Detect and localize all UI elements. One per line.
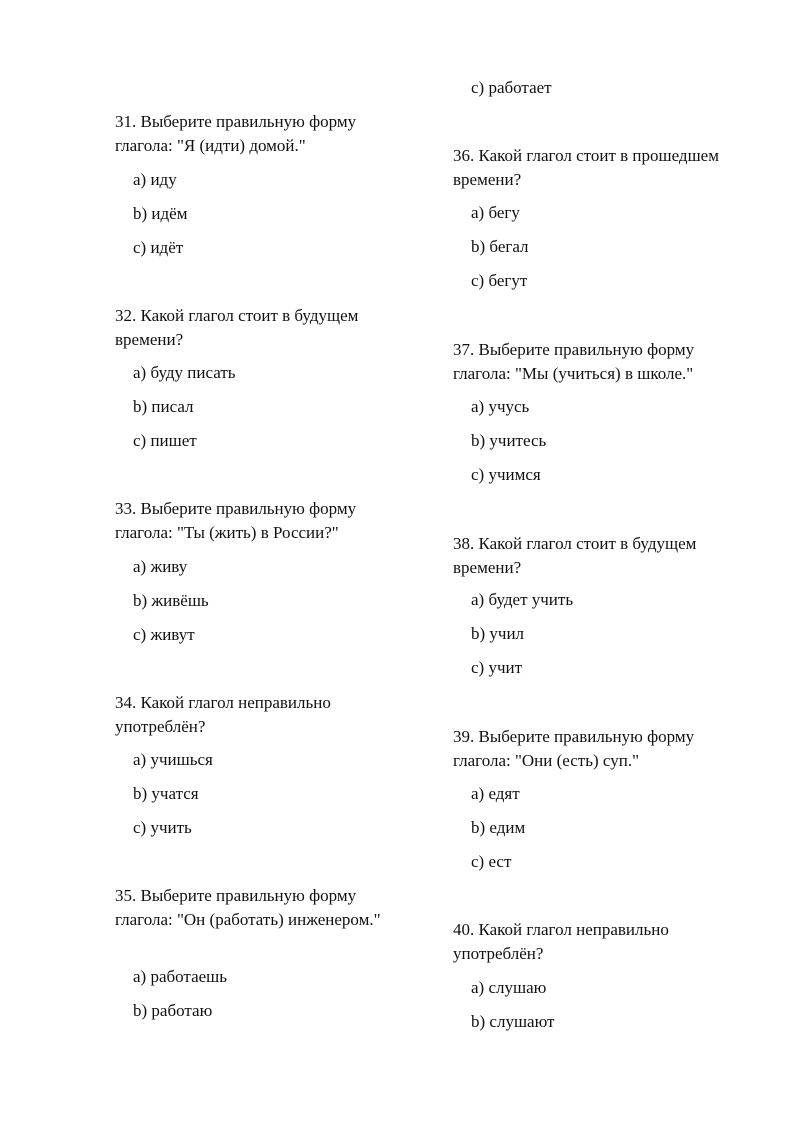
answer-option-b[interactable]: b) идём: [133, 204, 188, 223]
answer-option-c[interactable]: c) идёт: [133, 238, 184, 257]
answer-option-b[interactable]: b) работаю: [133, 1001, 213, 1020]
answer-option-a[interactable]: a) иду: [133, 170, 177, 189]
answer-option-a[interactable]: a) буду писать: [133, 363, 236, 382]
answer-option-a[interactable]: a) живу: [133, 557, 188, 576]
answer-option-a[interactable]: a) работаешь: [133, 967, 227, 986]
answer-option-c-continued[interactable]: c) работает: [471, 78, 552, 97]
answer-option-c[interactable]: c) учить: [133, 818, 192, 837]
question-31: [115, 110, 415, 257]
answer-option-a[interactable]: a) бегу: [471, 203, 520, 222]
answer-option-c[interactable]: c) ест: [471, 852, 512, 871]
question-35: [115, 884, 415, 1020]
question-34: [115, 691, 415, 837]
answer-option-a[interactable]: a) учусь: [471, 397, 530, 416]
question-38: [453, 532, 753, 677]
question-text: 40. Какой глагол неправильно употреблён?: [453, 920, 669, 963]
question-text: 32. Какой глагол стоит в будущем времени?: [115, 306, 359, 349]
question-37: [453, 338, 753, 484]
answer-option-b[interactable]: b) едим: [471, 818, 526, 837]
question-text: 33. Выберите правильную форму глагола: "Ты (жить) в России?": [115, 499, 357, 542]
answer-option-b[interactable]: b) учатся: [133, 784, 199, 803]
question-text: 34. Какой глагол неправильно употреблён?: [115, 693, 331, 736]
answer-option-c[interactable]: c) живут: [133, 625, 195, 644]
question-32: [115, 304, 415, 450]
answer-option-b[interactable]: b) учил: [471, 624, 525, 643]
answer-option-c[interactable]: c) пишет: [133, 431, 197, 450]
question-text: 36. Какой глагол стоит в прошедшем времени?: [453, 146, 719, 189]
answer-option-b[interactable]: b) слушают: [471, 1012, 555, 1031]
question-text: 38. Какой глагол стоит в будущем времени?: [453, 534, 697, 577]
question-36: [453, 144, 753, 290]
answer-option-a[interactable]: a) едят: [471, 784, 520, 803]
question-text: 35. Выберите правильную форму глагола: "Он (работать) инженером.": [115, 886, 381, 929]
answer-option-c[interactable]: c) учимся: [471, 465, 541, 484]
answer-option-c[interactable]: c) учит: [471, 658, 523, 677]
answer-option-a[interactable]: a) слушаю: [471, 978, 547, 997]
answer-option-c[interactable]: c) бегут: [471, 271, 528, 290]
question-text: 31. Выберите правильную форму глагола: "Я (идти) домой.": [115, 112, 357, 155]
answer-option-a[interactable]: a) будет учить: [471, 590, 574, 609]
answer-option-b[interactable]: b) писал: [133, 397, 194, 416]
question-text: 39. Выберите правильную форму глагола: "Они (есть) суп.": [453, 727, 695, 770]
answer-option-a[interactable]: a) учишься: [133, 750, 213, 769]
answer-option-b[interactable]: b) живёшь: [133, 591, 209, 610]
question-39: [453, 725, 753, 871]
answer-option-b[interactable]: b) учитесь: [471, 431, 547, 450]
question-40: [453, 918, 753, 1031]
answer-option-b[interactable]: b) бегал: [471, 237, 529, 256]
question-33: [115, 497, 415, 644]
question-text: 37. Выберите правильную форму глагола: "Мы (учиться) в школе.": [453, 340, 695, 383]
